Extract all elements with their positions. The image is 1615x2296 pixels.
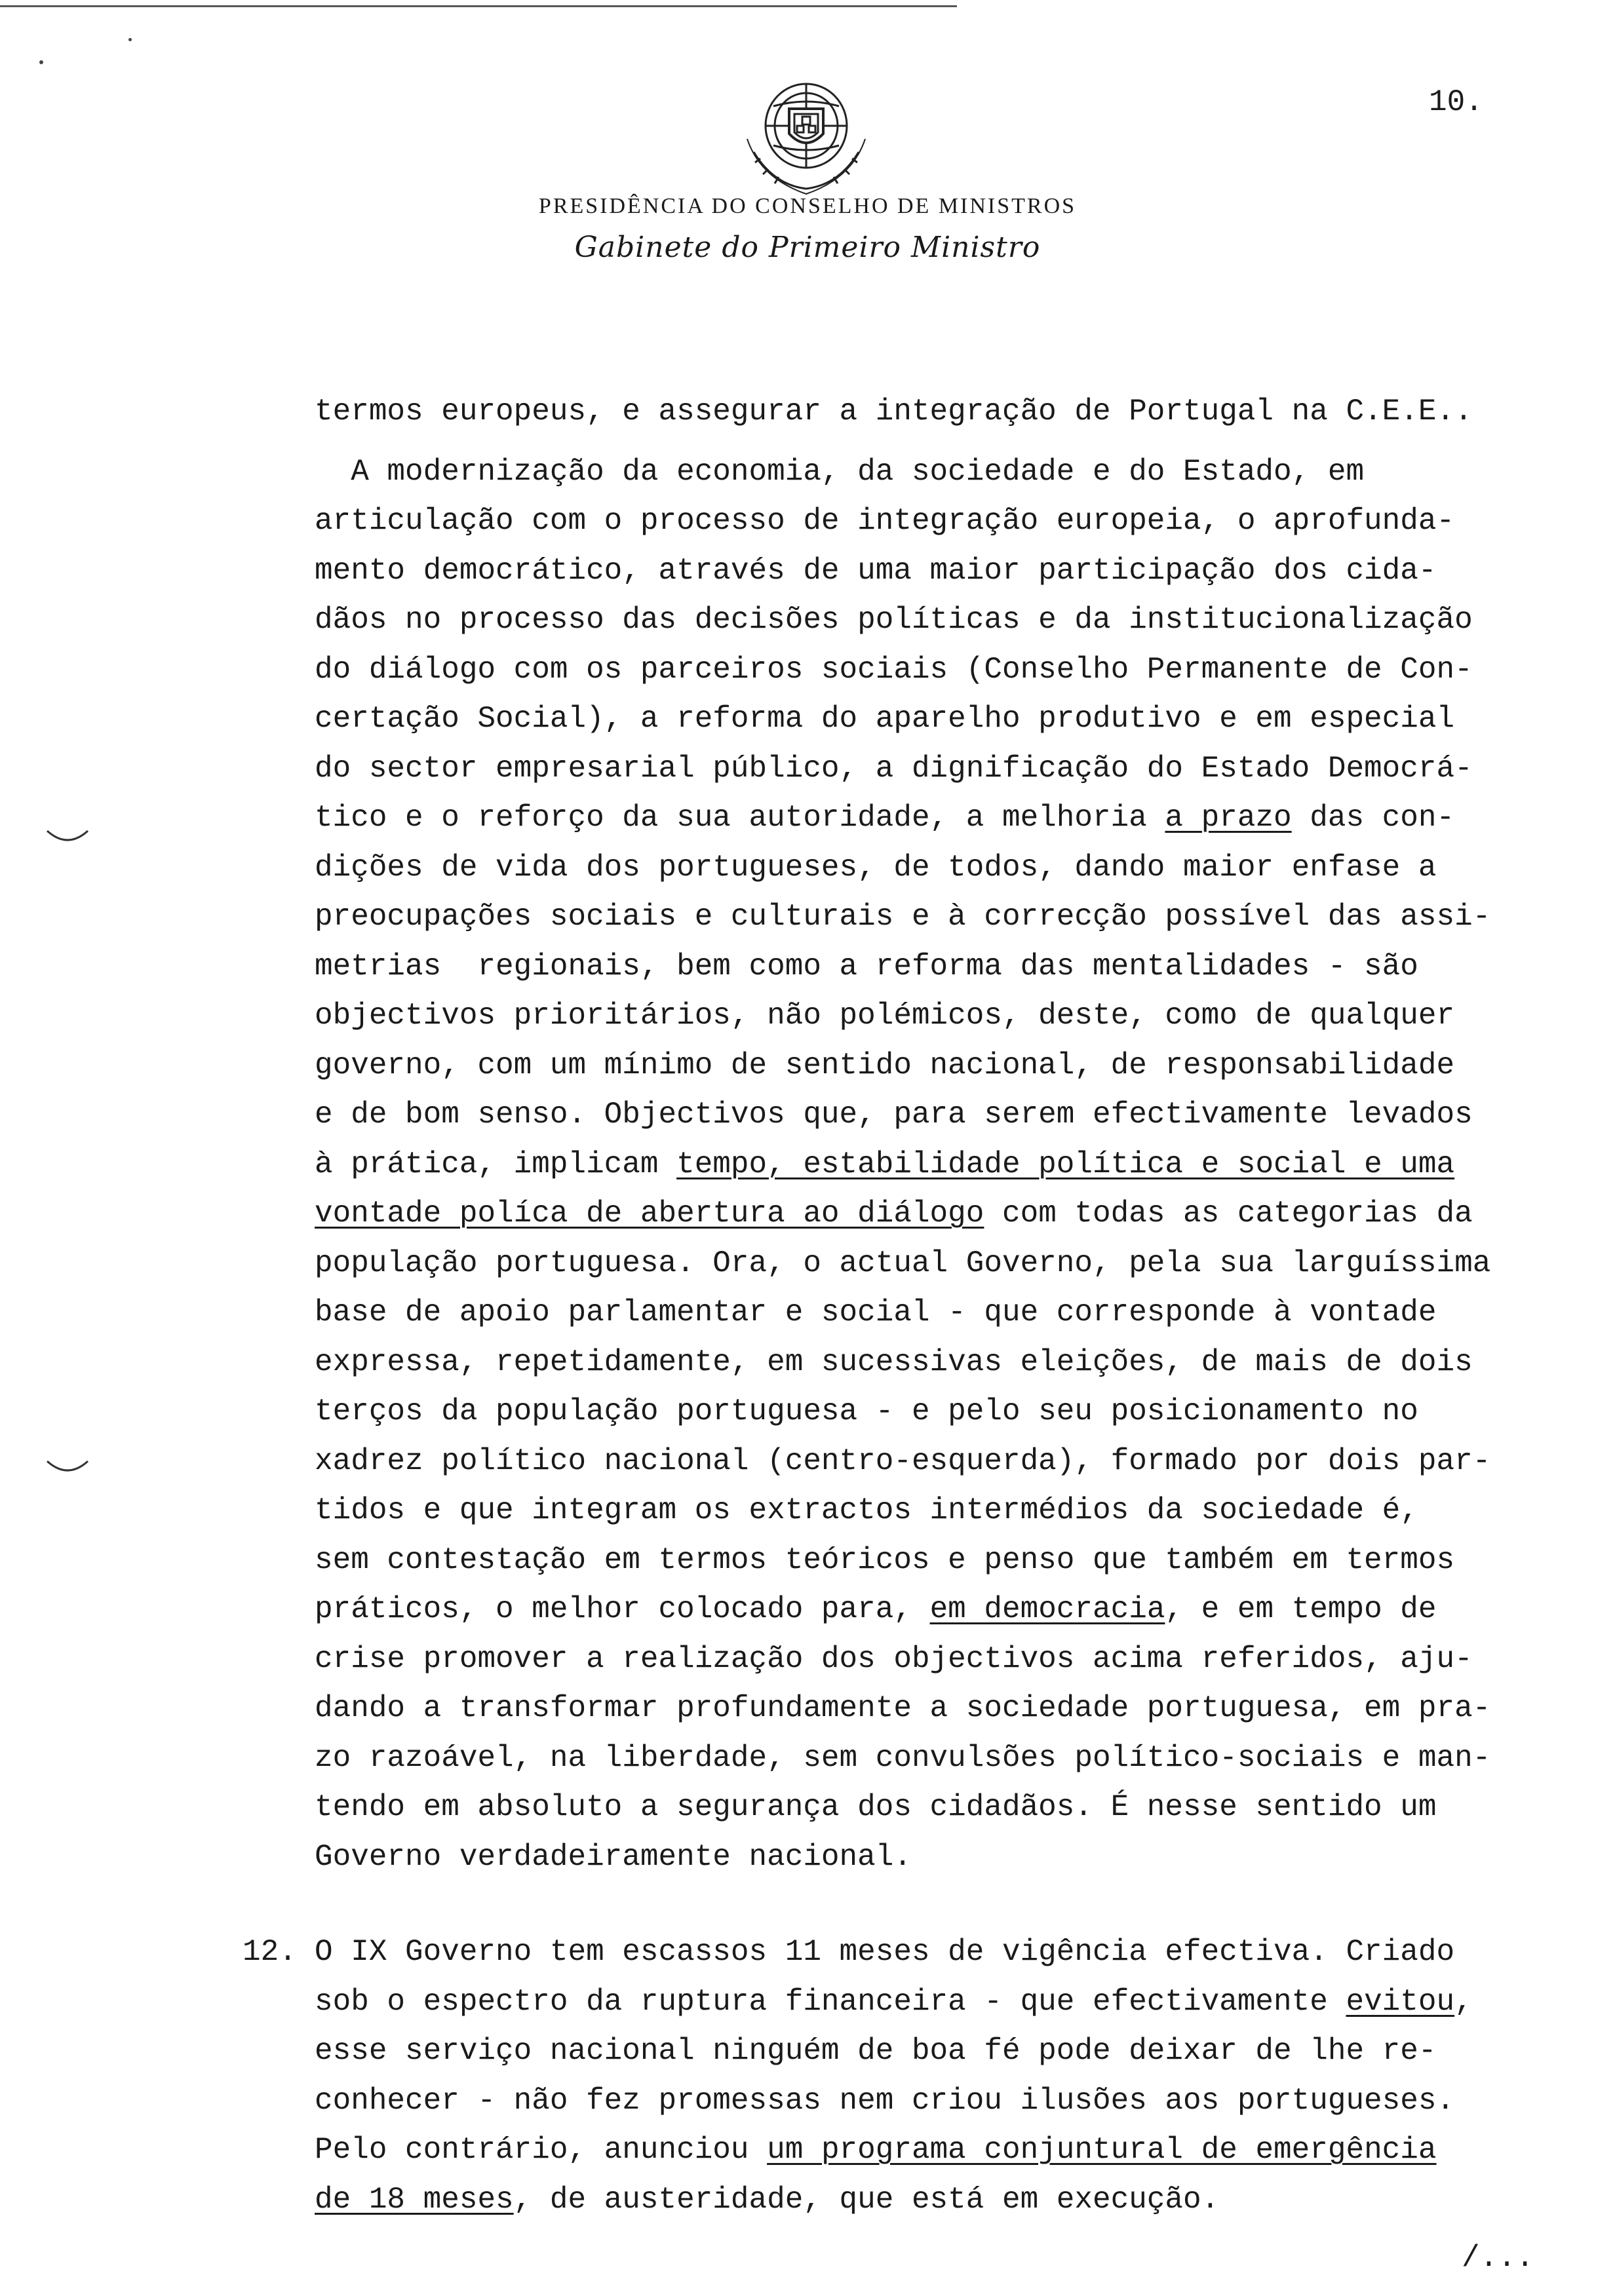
text-run: população portuguesa. Ora, o actual Governo, pela sua larguíssima	[315, 1246, 1491, 1280]
text-line	[315, 503, 1454, 539]
text-run: Governo verdadeiramente nacional.	[315, 1839, 912, 1874]
underlined-phrase: a prazo	[1165, 801, 1292, 835]
text-run: certação Social), a reforma do aparelho produtivo e em especial	[315, 702, 1455, 736]
text-line	[315, 898, 1490, 935]
scan-speck	[39, 60, 43, 64]
text-run: tendo em absoluto a segurança dos cidadãos. É nesse sentido um	[315, 1790, 1437, 1824]
text-line	[315, 948, 1418, 985]
text-line	[315, 1740, 1490, 1776]
text-run: xadrez político nacional (centro-esquerda), formado por dois par-	[315, 1444, 1491, 1478]
text-run: dãos no processo das decisões políticas e da institucionalização	[315, 603, 1473, 637]
text-line	[315, 700, 1454, 737]
office-subtitle: Gabinete do Primeiro Ministro	[574, 231, 1041, 264]
underlined-phrase: em democracia	[929, 1592, 1165, 1626]
text-run: objectivos prioritários, não polémicos, deste, como de qualquer	[315, 999, 1455, 1033]
continuation-mark: /...	[1462, 2241, 1534, 2275]
office-name: PRESIDÊNCIA DO CONSELHO DE MINISTROS	[538, 194, 1077, 218]
text-run: sob o espectro da ruptura financeira - que efectivamente	[315, 1984, 1346, 2019]
text-run: O IX Governo tem escassos 11 meses de vigência efectiva. Criado	[315, 1935, 1455, 1969]
text-line	[315, 1934, 1454, 1970]
text-line	[315, 602, 1473, 638]
text-line	[315, 651, 1473, 688]
text-run: governo, com um mínimo de sentido nacional, de responsabilidade	[315, 1048, 1455, 1082]
text-line	[315, 1542, 1454, 1578]
text-line	[315, 1492, 1418, 1529]
scan-speck	[128, 38, 132, 41]
text-run: , de austeridade, que está em execução.	[513, 2182, 1220, 2217]
text-run: base de apoio parlamentar e social - que corresponde à vontade	[315, 1295, 1437, 1330]
text-line	[315, 1195, 1473, 1232]
text-run: , e em tempo de	[1165, 1592, 1437, 1626]
text-line	[315, 552, 1436, 589]
text-run: Pelo contrário, anunciou	[315, 2133, 768, 2167]
text-line	[315, 2033, 1436, 2069]
text-run: à prática, implicam	[315, 1147, 677, 1181]
text-run: dições de vida dos portugueses, de todos, dando maior enfase a	[315, 850, 1437, 885]
text-line	[315, 2132, 1437, 2168]
text-line	[315, 1344, 1473, 1381]
text-line	[315, 1443, 1490, 1480]
text-run: práticos, o melhor colocado para,	[315, 1592, 930, 1626]
text-run: metrias regionais, bem como a reforma das mentalidades - são	[315, 949, 1418, 984]
text-line	[315, 453, 1364, 490]
text-line	[315, 750, 1473, 787]
text-line	[315, 1591, 1437, 1628]
margin-punch-mark	[45, 1457, 90, 1477]
text-run: zo razoável, na liberdade, sem convulsões político-sociais e man-	[315, 1740, 1491, 1775]
text-line	[315, 1096, 1473, 1133]
underlined-phrase: vontade políca de abertura ao diálogo	[315, 1196, 984, 1231]
underlined-phrase: um programa conjuntural de emergência	[767, 2133, 1437, 2167]
text-run: dando a transformar profundamente a sociedade portuguesa, em pra-	[315, 1691, 1491, 1725]
text-line	[315, 393, 1473, 430]
text-line	[315, 1690, 1490, 1727]
text-run: esse serviço nacional ninguém de boa fé pode deixar de lhe re-	[315, 2034, 1437, 2068]
text-run: A modernização da economia, da sociedade e do Estado, em	[315, 454, 1365, 489]
page-number: 10.	[1429, 85, 1483, 119]
text-line	[315, 799, 1454, 836]
text-run: tico e o reforço da sua autoridade, a melhoria	[315, 801, 1165, 835]
text-run: ,	[1454, 1984, 1473, 2019]
text-run: conhecer - não fez promessas nem criou ilusões aos portugueses.	[315, 2083, 1455, 2118]
text-run: crise promover a realização dos objectivos acima referidos, aju-	[315, 1641, 1473, 1676]
text-line	[315, 1393, 1418, 1430]
coat-of-arms-icon	[734, 60, 878, 198]
text-line	[315, 1789, 1436, 1826]
text-line	[315, 2181, 1219, 2218]
text-line	[315, 1641, 1473, 1677]
margin-punch-mark	[45, 827, 90, 847]
text-line	[315, 997, 1454, 1034]
underlined-phrase: de 18 meses	[315, 2182, 514, 2217]
text-run: expressa, repetidamente, em sucessivas eleições, de mais de dois	[315, 1345, 1473, 1379]
text-line	[315, 2082, 1454, 2119]
text-run: e de bom senso. Objectivos que, para serem efectivamente levados	[315, 1098, 1473, 1132]
text-line	[315, 1294, 1436, 1331]
top-edge-rule	[0, 5, 957, 7]
text-run: sem contestação em termos teóricos e penso que também em termos	[315, 1542, 1455, 1577]
item-number: 12.	[243, 1935, 297, 1969]
text-line	[315, 1245, 1490, 1282]
text-run: mento democrático, através de uma maior participação dos cida-	[315, 553, 1437, 588]
text-line	[315, 1146, 1454, 1183]
text-run: do diálogo com os parceiros sociais (Conselho Permanente de Con-	[315, 652, 1473, 687]
text-run: termos europeus, e assegurar a integração de Portugal na C.E.E..	[315, 394, 1473, 429]
underlined-phrase: evitou	[1346, 1984, 1455, 2019]
text-run: tidos e que integram os extractos intermédios da sociedade é,	[315, 1493, 1418, 1527]
text-line	[315, 1839, 912, 1875]
text-line	[315, 849, 1436, 886]
text-run: preocupações sociais e culturais e à correcção possível das assi-	[315, 900, 1491, 934]
text-run: do sector empresarial público, a dignificação do Estado Democrá-	[315, 751, 1473, 786]
text-run: terços da população portuguesa - e pelo seu posicionamento no	[315, 1394, 1418, 1428]
underlined-phrase: tempo, estabilidade política e social e uma	[676, 1147, 1455, 1181]
text-run: das con-	[1291, 801, 1455, 835]
text-run: com todas as categorias da	[984, 1196, 1473, 1231]
text-line	[315, 1047, 1454, 1084]
text-line	[315, 1983, 1473, 2020]
text-run: articulação com o processo de integração europeia, o aprofunda-	[315, 504, 1455, 538]
